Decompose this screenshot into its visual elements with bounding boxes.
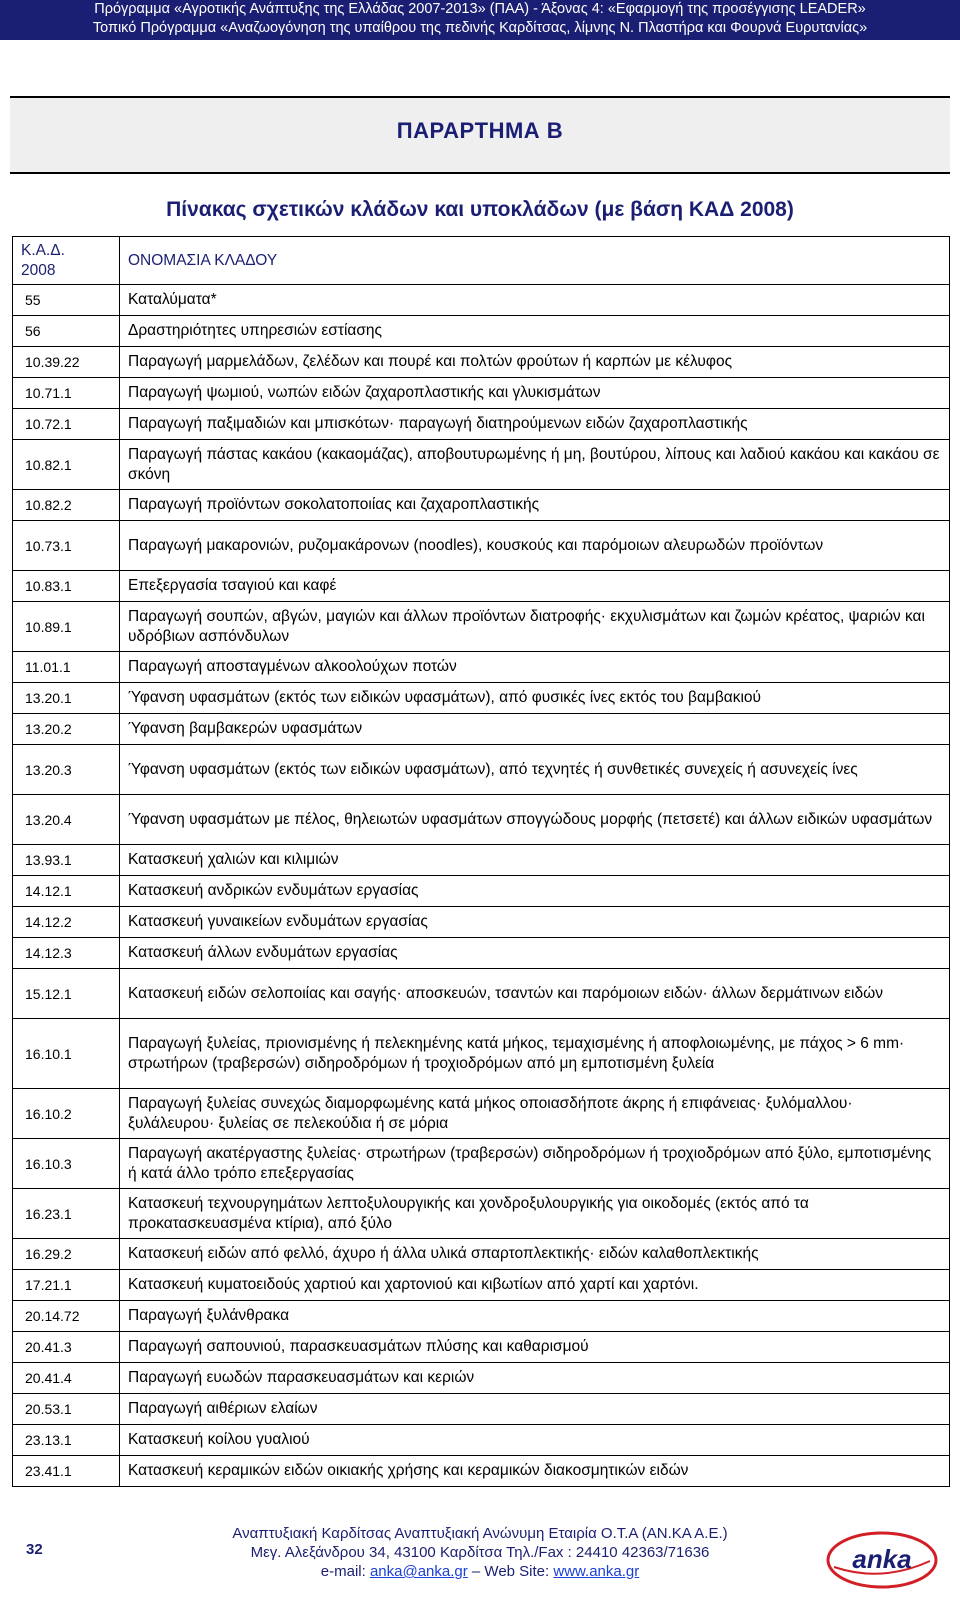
kad-code: 13.93.1 (13, 845, 120, 876)
kad-sector-table (12, 236, 950, 1487)
table-row (13, 285, 950, 316)
program-header-line1: Πρόγραμμα «Αγροτικής Ανάπτυξης της Ελλάδας 2007-2013» (ΠΑΑ) - Άξονας 4: «Εφαρμογή της προσέγγισης LEADER» (94, 1, 866, 17)
kad-code: 16.29.2 (13, 1239, 120, 1270)
table-row (13, 1139, 950, 1189)
table-row (13, 1425, 950, 1456)
kad-code: 10.71.1 (13, 378, 120, 409)
footer-company: Αναπτυξιακή Καρδίτσας Αναπτυξιακή Ανώνυμη Εταιρία Ο.Τ.Α (ΑΝ.ΚΑ Α.Ε.) (232, 1525, 728, 1542)
website-link[interactable]: www.anka.gr (553, 1563, 640, 1580)
table-row (13, 1332, 950, 1363)
page-number: 32 (26, 1541, 43, 1558)
sector-name: Κατασκευή ειδών από φελλό, άχυρο ή άλλα υλικά σπαρτοπλεκτικής· ειδών καλαθοπλεκτικής (120, 1239, 950, 1270)
sector-name: Επεξεργασία τσαγιού και καφέ (120, 571, 950, 602)
sector-name: Παραγωγή ευωδών παρασκευασμάτων και κεριών (120, 1363, 950, 1394)
footer-links (170, 1562, 790, 1581)
kad-code: 17.21.1 (13, 1270, 120, 1301)
table-row (13, 316, 950, 347)
header-code-line1: Κ.Α.Δ. (21, 241, 65, 259)
annex-title: ΠΑΡΑΡΤΗΜΑ Β (396, 118, 564, 143)
kad-code: 56 (13, 316, 120, 347)
sector-name: Παραγωγή μαρμελάδων, ζελέδων και πουρέ και πολτών φρούτων ή καρπών με κέλυφος (120, 347, 950, 378)
kad-code: 55 (13, 285, 120, 316)
table-row (13, 440, 950, 490)
sector-name: Κατασκευή τεχνουργημάτων λεπτοξυλουργικής και χονδροξυλουργικής για οικοδομές (εκτός από τα προκατασκευασμένα κτίρια), από ξύλο (120, 1189, 950, 1239)
kad-code: 10.82.2 (13, 490, 120, 521)
table-row (13, 683, 950, 714)
kad-code: 13.20.3 (13, 745, 120, 795)
anka-logo (826, 1531, 938, 1589)
table-caption: Πίνακας σχετικών κλάδων και υποκλάδων (με βάση ΚΑΔ 2008) (166, 198, 794, 221)
sector-name: Παραγωγή πάστας κακάου (κακαομάζας), αποβουτυρωμένης ή μη, βουτύρου, λίπους και λαδιού κακάου και κακάου σε σκόνη (120, 440, 950, 490)
sector-name: Καταλύματα* (120, 285, 950, 316)
table-row (13, 745, 950, 795)
table-row (13, 714, 950, 745)
kad-code: 16.10.2 (13, 1089, 120, 1139)
program-header-line2: Τοπικό Πρόγραμμα «Αναζωογόνηση της υπαίθρου της πεδινής Καρδίτσας, λίμνης Ν. Πλαστήρα και Φουρνά Ευρυτανίας» (92, 20, 868, 36)
table-row (13, 1239, 950, 1270)
table-row (13, 602, 950, 652)
table-header-row (13, 237, 950, 285)
kad-code: 14.12.2 (13, 907, 120, 938)
table-row (13, 845, 950, 876)
kad-code: 13.20.2 (13, 714, 120, 745)
kad-code: 10.73.1 (13, 521, 120, 571)
sector-name: Παραγωγή ξυλάνθρακα (120, 1301, 950, 1332)
table-row (13, 1363, 950, 1394)
header-code (13, 237, 120, 285)
sector-name: Παραγωγή αιθέριων ελαίων (120, 1394, 950, 1425)
sector-name: Κατασκευή ανδρικών ενδυμάτων εργασίας (120, 876, 950, 907)
kad-code: 10.83.1 (13, 571, 120, 602)
sector-name: Κατασκευή ειδών σελοποιίας και σαγής· αποσκευών, τσαντών και παρόμοιων ειδών· άλλων δερμάτινων ειδών (120, 969, 950, 1019)
sector-name: Παραγωγή παξιμαδιών και μπισκότων· παραγωγή διατηρούμενων ειδών ζαχαροπλαστικής (120, 409, 950, 440)
kad-code: 10.82.1 (13, 440, 120, 490)
table-row (13, 1089, 950, 1139)
kad-code: 15.12.1 (13, 969, 120, 1019)
kad-code: 16.23.1 (13, 1189, 120, 1239)
sector-name: Παραγωγή μακαρονιών, ρυζομακάρονων (noodles), κουσκούς και παρόμοιων αλευρωδών προϊόντων (120, 521, 950, 571)
table-row (13, 1394, 950, 1425)
table-row (13, 1301, 950, 1332)
table-row (13, 347, 950, 378)
footer-address: Μεγ. Αλεξάνδρου 34, 43100 Καρδίτσα Τηλ./Fax : 24410 42363/71636 (250, 1544, 710, 1561)
sector-name: Ύφανση υφασμάτων (εκτός των ειδικών υφασμάτων), από τεχνητές ή συνθετικές συνεχείς ή ασυνεχείς ίνες (120, 745, 950, 795)
sector-name: Κατασκευή κεραμικών ειδών οικιακής χρήσης και κεραμικών διακοσμητικών ειδών (120, 1456, 950, 1487)
table-row (13, 378, 950, 409)
kad-code: 20.53.1 (13, 1394, 120, 1425)
kad-code: 16.10.1 (13, 1019, 120, 1089)
sector-name: Παραγωγή ψωμιού, νωπών ειδών ζαχαροπλαστικής και γλυκισμάτων (120, 378, 950, 409)
table-row (13, 521, 950, 571)
kad-code: 11.01.1 (13, 652, 120, 683)
kad-code: 20.41.4 (13, 1363, 120, 1394)
kad-code: 20.41.3 (13, 1332, 120, 1363)
sector-name: Ύφανση υφασμάτων (εκτός των ειδικών υφασμάτων), από φυσικές ίνες εκτός του βαμβακιού (120, 683, 950, 714)
email-link[interactable]: anka@anka.gr (369, 1563, 468, 1580)
sector-name: Παραγωγή αποσταγμένων αλκοολούχων ποτών (120, 652, 950, 683)
sector-name: Παραγωγή σουπών, αβγών, μαγιών και άλλων προϊόντων διατροφής· εκχυλισμάτων και ζωμών κρέατος, ψαριών και υδρόβιων ασπόνδυλων (120, 602, 950, 652)
table-row (13, 1456, 950, 1487)
email-label: e-mail: (320, 1563, 366, 1580)
sector-name: Ύφανση βαμβακερών υφασμάτων (120, 714, 950, 745)
kad-code: 10.89.1 (13, 602, 120, 652)
table-row (13, 490, 950, 521)
footer-contact (170, 1524, 790, 1581)
kad-code: 10.39.22 (13, 347, 120, 378)
sector-name: Παραγωγή ξυλείας, πριονισμένης ή πελεκημένης κατά μήκος, τεμαχισμένης ή αποφλοιωμένης, με πάχος > 6 mm· στρωτήρων (τραβερσών) σιδηροδρόμων ή τροχιοδρόμων από μη εμποτισμένη ξυλεία (120, 1019, 950, 1089)
kad-code: 14.12.1 (13, 876, 120, 907)
sector-name: Κατασκευή χαλιών και κιλιμιών (120, 845, 950, 876)
table-row (13, 969, 950, 1019)
table-row (13, 571, 950, 602)
table-row (13, 1019, 950, 1089)
header-code-line2: 2008 (21, 261, 56, 279)
page-footer (0, 1521, 960, 1597)
program-header (0, 0, 960, 40)
table-row (13, 652, 950, 683)
table-row (13, 938, 950, 969)
logo-text: anka (852, 1544, 912, 1574)
sector-name: Παραγωγή ξυλείας συνεχώς διαμορφωμένης κατά μήκος οποιασδήποτε άκρης ή επιφάνειας· ξυλόμαλλου· ξυλάλευρου· ξυλείας σε πελεκούδια ή σε μόρια (120, 1089, 950, 1139)
table-row (13, 1270, 950, 1301)
table-row (13, 1189, 950, 1239)
sector-name: Παραγωγή ακατέργαστης ξυλείας· στρωτήρων (τραβερσών) σιδηροδρόμων ή τροχιοδρόμων από ξύλο, εμποτισμένης ή κατά άλλο τρόπο επεξεργασίας (120, 1139, 950, 1189)
table-row (13, 795, 950, 845)
kad-code: 14.12.3 (13, 938, 120, 969)
kad-code: 13.20.4 (13, 795, 120, 845)
kad-code: 23.13.1 (13, 1425, 120, 1456)
table-row (13, 907, 950, 938)
header-name: ΟΝΟΜΑΣΙΑ ΚΛΑΔΟΥ (120, 237, 950, 285)
table-row (13, 876, 950, 907)
sector-name: Κατασκευή γυναικείων ενδυμάτων εργασίας (120, 907, 950, 938)
sector-name: Παραγωγή σαπουνιού, παρασκευασμάτων πλύσης και καθαρισμού (120, 1332, 950, 1363)
sector-name: Δραστηριότητες υπηρεσιών εστίασης (120, 316, 950, 347)
kad-code: 16.10.3 (13, 1139, 120, 1189)
sector-name: Κατασκευή κυματοειδούς χαρτιού και χαρτονιού και κιβωτίων από χαρτί και χαρτόνι. (120, 1270, 950, 1301)
sector-name: Κατασκευή κοίλου γυαλιού (120, 1425, 950, 1456)
kad-code: 23.41.1 (13, 1456, 120, 1487)
sector-name: Ύφανση υφασμάτων με πέλος, θηλειωτών υφασμάτων σπογγώδους μορφής (πετσετέ) και άλλων ειδικών υφασμάτων (120, 795, 950, 845)
web-label: – Web Site: (471, 1563, 550, 1580)
kad-code: 10.72.1 (13, 409, 120, 440)
sector-name: Παραγωγή προϊόντων σοκολατοποιίας και ζαχαροπλαστικής (120, 490, 950, 521)
table-body (13, 285, 950, 1487)
kad-code: 20.14.72 (13, 1301, 120, 1332)
kad-code: 13.20.1 (13, 683, 120, 714)
table-row (13, 409, 950, 440)
sector-name: Κατασκευή άλλων ενδυμάτων εργασίας (120, 938, 950, 969)
